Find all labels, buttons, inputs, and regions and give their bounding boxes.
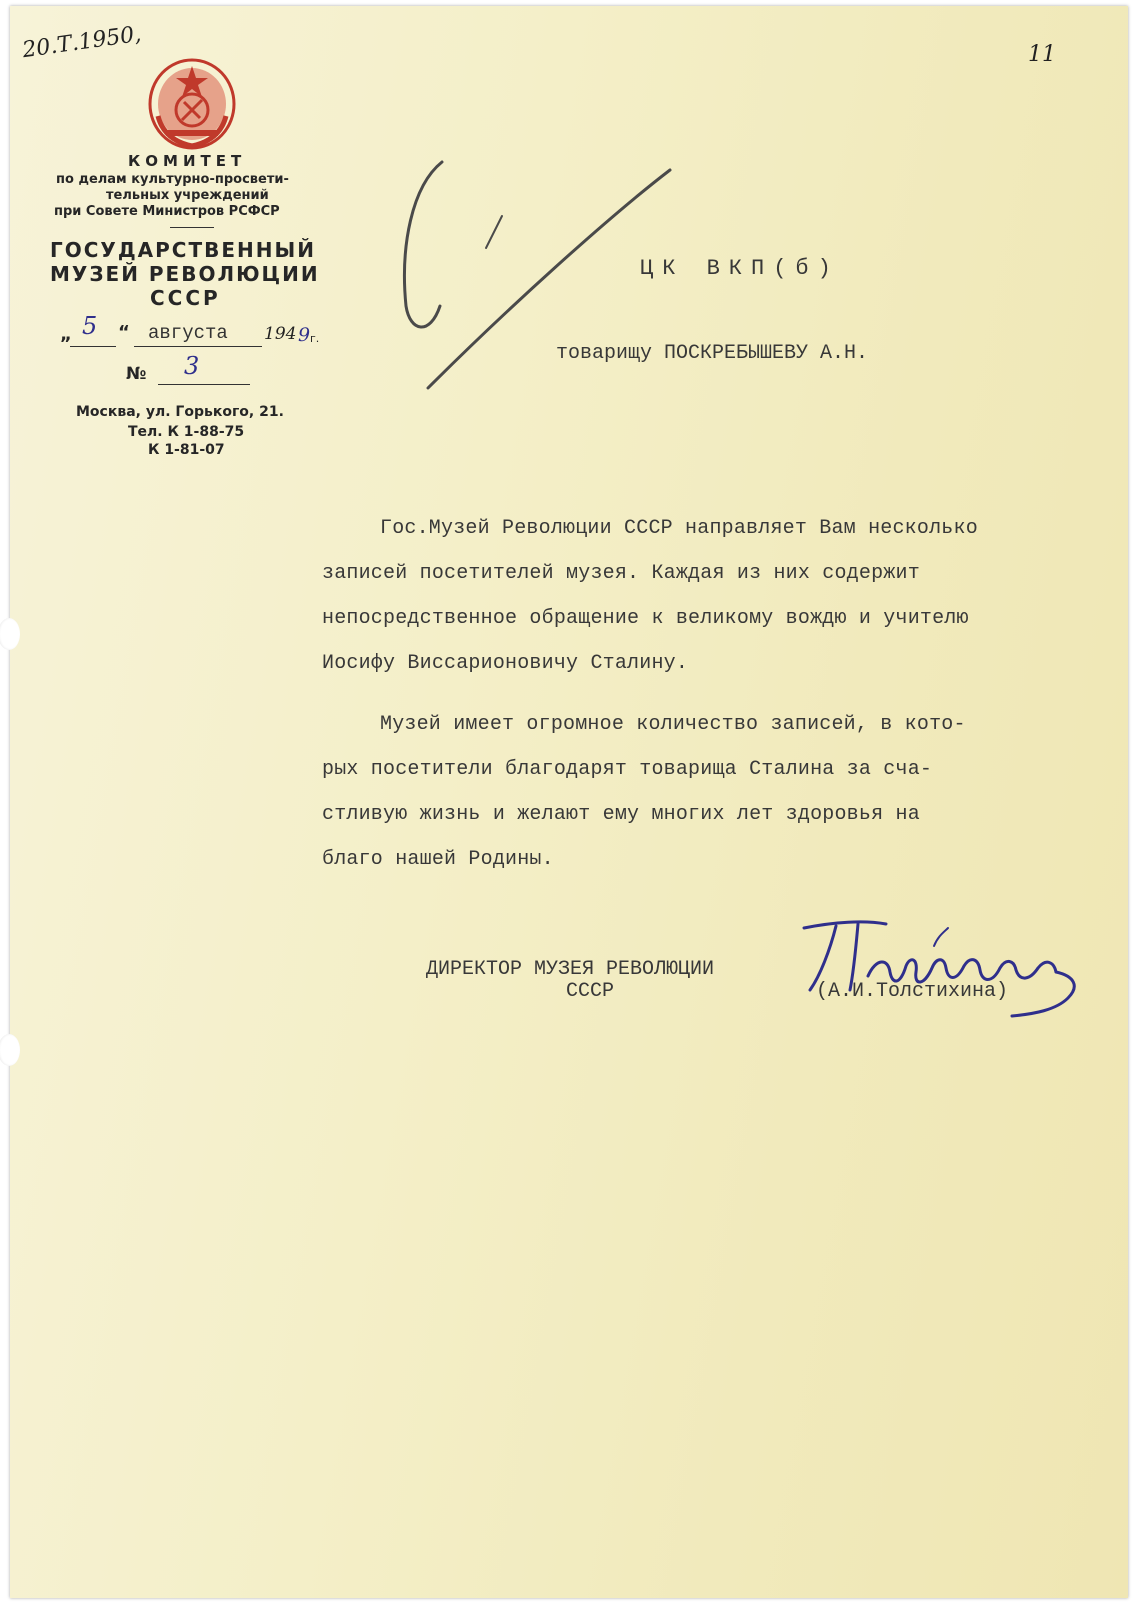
committee-description-line-2: тельных учреждений: [106, 188, 269, 203]
signatory-name: (А.И.Толстихина): [816, 980, 1009, 1003]
museum-name-line-2: МУЗЕЙ РЕВОЛЮЦИИ: [50, 262, 320, 286]
handwritten-page-number: 11: [1028, 42, 1056, 67]
recipient-organization: ЦК ВКП(б): [640, 256, 840, 281]
body-p2-line-2: рых посетители благодарят товарища Сталина за сча-: [322, 758, 933, 781]
date-month: августа: [148, 322, 228, 344]
date-open-quote: „: [60, 324, 72, 345]
body-p1-line-4: Иосифу Виссарионовичу Сталину.: [322, 652, 689, 675]
body-p1-line-1: Гос.Музей Революции СССР направляет Вам несколько: [380, 517, 978, 540]
committee-description-line-1: по делам культурно-просвети-: [56, 172, 289, 187]
signatory-title-line-2: СССР: [566, 980, 615, 1003]
museum-name-line-1: ГОСУДАРСТВЕННЫЙ: [50, 238, 316, 262]
body-p1-line-3: непосредственное обращение к великому вождю и учителю: [322, 607, 969, 630]
body-paragraph-2: [322, 702, 1122, 882]
date-year-suffix: г.: [310, 332, 320, 345]
date-day-underline: [70, 346, 116, 347]
committee-heading: КОМИТЕТ: [128, 152, 247, 170]
recipient-person: товарищу ПОСКРЕБЫШЕВУ А.Н.: [556, 342, 869, 365]
handwritten-signature: [784, 906, 1094, 1026]
handwritten-day: 5: [82, 312, 98, 340]
date-month-underline: [134, 346, 262, 347]
number-underline: [158, 384, 250, 385]
museum-name-line-3: СССР: [150, 286, 221, 310]
number-label: №: [126, 364, 147, 384]
body-p2-line-3: стливую жизнь и желают ему многих лет здоровья на: [322, 803, 920, 826]
handwritten-number: 3: [184, 352, 200, 380]
signatory-title-line-1: ДИРЕКТОР МУЗЕЯ РЕВОЛЮЦИИ: [426, 958, 715, 981]
handwritten-corner-date: 20.Т.1950,: [20, 21, 143, 64]
punch-hole-bottom: [0, 1034, 20, 1066]
committee-description-line-3: при Совете Министров РСФСР: [54, 204, 280, 219]
date-year-printed: 194: [264, 324, 297, 344]
phone-1: Тел. К 1-88-75: [128, 424, 245, 440]
body-paragraph-1: [322, 506, 1122, 686]
letterhead-divider: [170, 227, 214, 228]
ussr-emblem-icon: [144, 56, 240, 152]
body-p2-line-4: благо нашей Родины.: [322, 848, 554, 871]
date-close-quote: “: [118, 322, 130, 343]
document-page: [10, 6, 1128, 1598]
address: Москва, ул. Горького, 21.: [76, 404, 284, 420]
punch-hole-top: [0, 618, 20, 650]
body-p1-line-2: записей посетителей музея. Каждая из них содержит: [322, 562, 920, 585]
body-p2-line-1: Музей имеет огромное количество записей, в кото-: [380, 713, 966, 736]
handwritten-year-digit: 9: [298, 324, 311, 346]
phone-2: К 1-81-07: [148, 442, 225, 458]
